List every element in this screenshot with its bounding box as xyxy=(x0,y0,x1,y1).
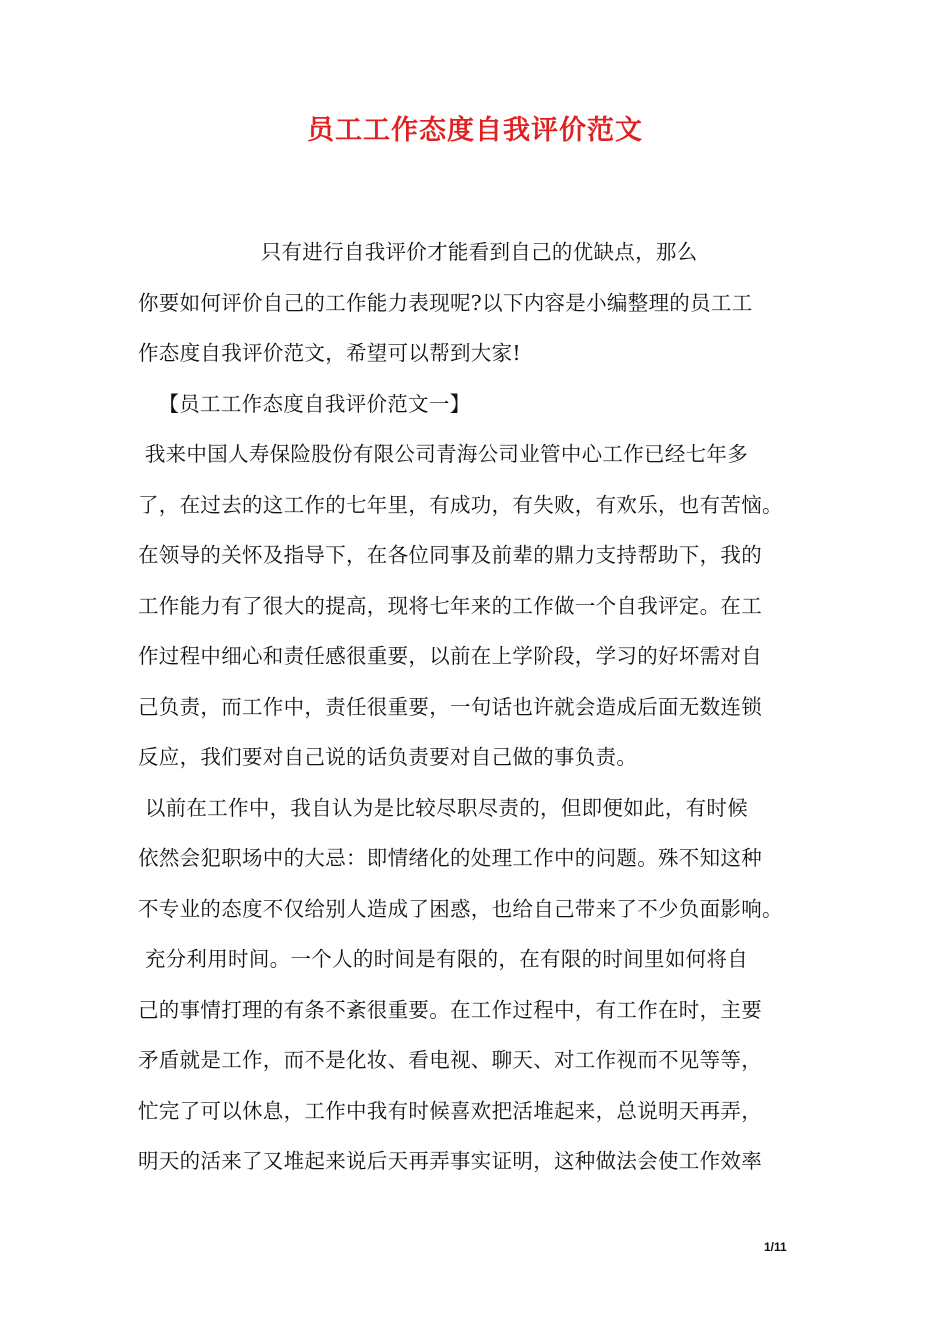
body-line: 明天的活来了又堆起来说后天再弄事实证明，这种做法会使工作效率 xyxy=(138,1149,762,1173)
body-line: 作过程中细心和责任感很重要，以前在上学阶段，学习的好坏需对自 xyxy=(138,644,762,668)
body-line: 了，在过去的这工作的七年里，有成功，有失败，有欢乐，也有苦恼。 xyxy=(138,492,783,517)
body-line: 己的事情打理的有条不紊很重要。在工作过程中，有工作在时，主要 xyxy=(138,997,762,1022)
body-line: 作态度自我评价范文，希望可以帮到大家! xyxy=(138,341,521,365)
document-title: 员工工作态度自我评价范文 xyxy=(307,115,643,146)
body-line: 只有进行自我评价才能看到自己的优缺点，那么 xyxy=(138,240,698,264)
body-line: 你要如何评价自己的工作能力表现呢?以下内容是小编整理的员工工 xyxy=(138,290,753,315)
body-line: 工作能力有了很大的提高，现将七年来的工作做一个自我评定。在工 xyxy=(138,593,762,618)
body-line: 忙完了可以休息，工作中我有时候喜欢把活堆起来，总说明天再弄， xyxy=(138,1098,762,1123)
body-line: 己负责，而工作中，责任很重要，一句话也许就会造成后面无数连锁 xyxy=(138,694,762,719)
body-line: 以前在工作中，我自认为是比较尽职尽责的，但即便如此，有时候 xyxy=(138,795,749,820)
body-line: 我来中国人寿保险股份有限公司青海公司业管中心工作已经七年多 xyxy=(138,442,749,466)
body-line: 不专业的态度不仅给别人造成了困惑，也给自己带来了不少负面影响。 xyxy=(138,896,783,921)
body-line: 矛盾就是工作，而不是化妆、看电视、聊天、对工作视而不见等等， xyxy=(138,1048,762,1072)
body-line: 依然会犯职场中的大忌：即情绪化的处理工作中的问题。殊不知这种 xyxy=(138,846,762,870)
page-number: 1/11 xyxy=(764,1240,787,1254)
section-heading: 【员工工作态度自我评价范文一】 xyxy=(138,391,471,416)
body-line: 充分利用时间。一个人的时间是有限的，在有限的时间里如何将自 xyxy=(138,947,749,971)
body-line: 在领导的关怀及指导下，在各位同事及前辈的鼎力支持帮助下，我的 xyxy=(138,543,762,567)
document-body xyxy=(138,232,818,1192)
body-line: 反应，我们要对自己说的话负责要对自己做的事负责。 xyxy=(138,745,638,769)
